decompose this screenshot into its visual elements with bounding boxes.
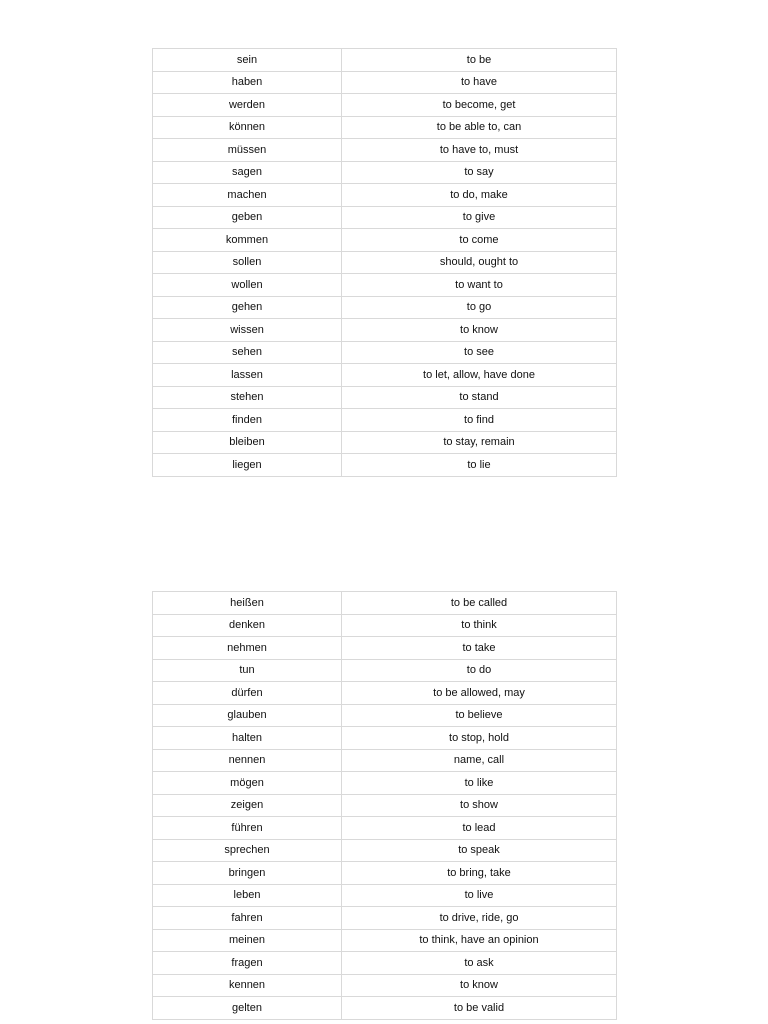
table-row [153,94,617,117]
vocab-table-body [153,592,617,1020]
english-translation-cell: to do, make [342,184,617,207]
table-row [153,161,617,184]
english-translation-cell: to drive, ride, go [342,907,617,930]
english-translation-cell: to speak [342,839,617,862]
table-row [153,682,617,705]
english-translation-cell: to let, allow, have done [342,364,617,387]
german-verb-cell: nehmen [153,637,342,660]
english-translation-cell: to think [342,614,617,637]
german-verb-cell: sehen [153,341,342,364]
german-verb-cell: sollen [153,251,342,274]
table-row [153,49,617,72]
german-verb-cell: kennen [153,974,342,997]
german-verb-cell: wollen [153,274,342,297]
german-verb-cell: werden [153,94,342,117]
table-row [153,704,617,727]
english-translation-cell: to believe [342,704,617,727]
table-row [153,184,617,207]
german-verb-cell: sprechen [153,839,342,862]
table-row [153,659,617,682]
english-translation-cell: to lie [342,454,617,477]
german-verb-cell: haben [153,71,342,94]
table-row [153,884,617,907]
english-translation-cell: to find [342,409,617,432]
german-verb-cell: lassen [153,364,342,387]
german-verb-cell: stehen [153,386,342,409]
vocab-table-1 [152,48,617,477]
english-translation-cell: to go [342,296,617,319]
german-verb-cell: halten [153,727,342,750]
english-translation-cell: to lead [342,817,617,840]
german-verb-cell: sagen [153,161,342,184]
table-row [153,364,617,387]
german-verb-cell: fragen [153,952,342,975]
english-translation-cell: to be valid [342,997,617,1020]
english-translation-cell: to be [342,49,617,72]
english-translation-cell: to come [342,229,617,252]
table-row [153,592,617,615]
german-verb-cell: bringen [153,862,342,885]
english-translation-cell: to say [342,161,617,184]
table-row [153,974,617,997]
german-verb-cell: müssen [153,139,342,162]
german-verb-cell: gehen [153,296,342,319]
table-row [153,229,617,252]
english-translation-cell: to become, get [342,94,617,117]
english-translation-cell: to be called [342,592,617,615]
english-translation-cell: to ask [342,952,617,975]
german-verb-cell: heißen [153,592,342,615]
english-translation-cell: to take [342,637,617,660]
english-translation-cell: to want to [342,274,617,297]
english-translation-cell: to bring, take [342,862,617,885]
vocab-table-body [153,49,617,477]
table-row [153,296,617,319]
german-verb-cell: liegen [153,454,342,477]
german-verb-cell: kommen [153,229,342,252]
table-row [153,341,617,364]
german-verb-cell: führen [153,817,342,840]
table-row [153,274,617,297]
german-verb-cell: leben [153,884,342,907]
table-row [153,251,617,274]
german-verb-cell: meinen [153,929,342,952]
german-verb-cell: glauben [153,704,342,727]
german-verb-cell: gelten [153,997,342,1020]
table-row [153,817,617,840]
table-row [153,431,617,454]
table-row [153,907,617,930]
german-verb-cell: bleiben [153,431,342,454]
german-verb-cell: dürfen [153,682,342,705]
table-row [153,952,617,975]
german-verb-cell: zeigen [153,794,342,817]
english-translation-cell: to have to, must [342,139,617,162]
german-verb-cell: tun [153,659,342,682]
english-translation-cell: should, ought to [342,251,617,274]
table-row [153,997,617,1020]
english-translation-cell: name, call [342,749,617,772]
table-row [153,929,617,952]
english-translation-cell: to know [342,319,617,342]
english-translation-cell: to know [342,974,617,997]
german-verb-cell: nennen [153,749,342,772]
table-row [153,139,617,162]
german-verb-cell: wissen [153,319,342,342]
table-row [153,727,617,750]
vocab-table-2 [152,591,617,1020]
table-row [153,319,617,342]
english-translation-cell: to think, have an opinion [342,929,617,952]
german-verb-cell: sein [153,49,342,72]
german-verb-cell: denken [153,614,342,637]
german-verb-cell: geben [153,206,342,229]
german-verb-cell: finden [153,409,342,432]
table-row [153,116,617,139]
english-translation-cell: to like [342,772,617,795]
english-translation-cell: to be able to, can [342,116,617,139]
table-row [153,749,617,772]
german-verb-cell: machen [153,184,342,207]
table-row [153,386,617,409]
english-translation-cell: to show [342,794,617,817]
english-translation-cell: to see [342,341,617,364]
table-row [153,206,617,229]
german-verb-cell: können [153,116,342,139]
table-row [153,409,617,432]
table-row [153,862,617,885]
table-row [153,71,617,94]
table-row [153,794,617,817]
english-translation-cell: to do [342,659,617,682]
table-row [153,454,617,477]
german-verb-cell: fahren [153,907,342,930]
table-row [153,772,617,795]
table-row [153,614,617,637]
english-translation-cell: to have [342,71,617,94]
english-translation-cell: to stay, remain [342,431,617,454]
table-row [153,839,617,862]
english-translation-cell: to be allowed, may [342,682,617,705]
english-translation-cell: to live [342,884,617,907]
english-translation-cell: to stand [342,386,617,409]
table-row [153,637,617,660]
english-translation-cell: to give [342,206,617,229]
german-verb-cell: mögen [153,772,342,795]
english-translation-cell: to stop, hold [342,727,617,750]
